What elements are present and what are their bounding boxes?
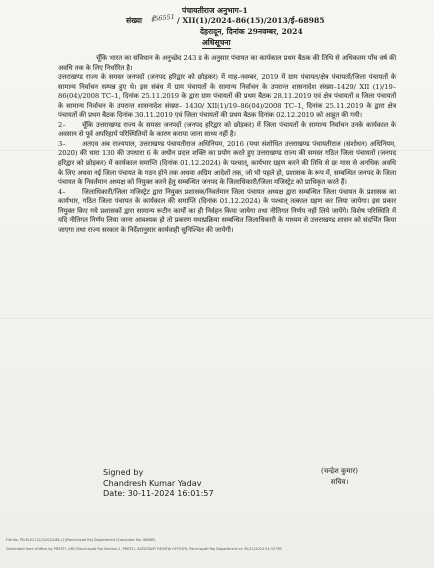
- number-label: संख्या: [126, 16, 142, 25]
- department-heading: पंचायतीराज अनुभाग–1: [182, 6, 248, 15]
- paragraph-3: [58, 140, 396, 188]
- digital-signature-block: [103, 467, 214, 499]
- signed-by-label: Signed by: [103, 467, 144, 477]
- signature-date: Date: 30-11-2024 16:01:57: [103, 488, 214, 498]
- paragraph-number: 3–: [58, 139, 66, 148]
- signatory-hindi-name: (चन्द्रेश कुमार): [321, 467, 359, 475]
- paragraph-text: चूँकि उत्तराखण्ड राज्य के समस्त जनपदों (जनपद हरिद्वार को छोड़कर) में जिला पंचायतों के सामान्य निर्वाचन उनके कार्यकाल के अवसान से पूर्व अपरिहार्य परिस्थितियों के कारण कराया जाना साध्य नहीं है।: [58, 120, 396, 139]
- paragraph-4: [58, 188, 396, 236]
- notification-body: [58, 54, 396, 235]
- signatory-designation: सचिव।: [330, 478, 349, 486]
- signatory-block: [321, 466, 358, 488]
- paragraph-text: जिलाधिकारी/जिला मजिस्ट्रेट द्वारा नियुक्त प्रशासक/निवर्तमान जिला पंचायत अध्यक्ष द्वारा सम्बन्धित जिला पंचायत के प्रशासक का कार्यभार, गठित जिला पंचायत के कार्यकाल की समाप्ति (दिनांक 01.12.2024) के पश्चात् तत्काल ग्रहण कर लिया जायेगा। इस प्रकार नियुक्त किए गये प्रशासकों द्वारा सामान्य रूटीन कार्यों का ही निर्वहन किया जायेगा तथा नीतिगत निर्णय नहीं लिये जायेंगे। विशेष परिस्थिति में यदि नीतिगत निर्णय लिया जाना आवश्यक हो तो प्रकरण यथाप्रक्रिया सम्बन्धित जिलाधिकारी के माध्यम से उत्तराखण्ड शासन को संदर्भित किया जाएगा तथा राज्य सरकार के निर्देशानुसार कार्यवाही सुनिश्चित की जायेगी।: [58, 187, 396, 234]
- place-date: देहरादून, दिनांक 29नवम्बर, 2024: [200, 27, 303, 36]
- paper-fold-line: [0, 318, 434, 319]
- generated-footer: Generated from eOffice by PREETI, ARO-Panchayati Raj Section-1, PREETI, ASSISTANT REVIEW OFFICER, Panchayati Raj Department on 30/11/2024 04:13 PM: [6, 547, 282, 551]
- paragraph-text: अतएव अब राज्यपाल, उत्तराखण्ड पंचायतीराज अधिनियम, 2016 (यथा संशोधित उत्तराखण्ड पंचायतीराज (संशोधन) अधिनियम, 2020) की धारा 130 की उपधारा 6 के अधीन प्रदत्त शक्ति का प्रयोग करते हुए उत्तराखण्ड राज्य की समस्त गठित जिला पंचायतों (जनपद हरिद्वार को छोड़कर) में कार्यकाल समाप्ति (दिनांक 01.12.2024) के पश्चात्, कार्यभार ग्रहण करने की तिथि से छः मास से अनधिक अवधि के लिए अथवा नई जिला पंचायत के गठन होने तक अथवा अग्रिम आदेशों तक, जो भी पहले हो, प्रशासक के रूप में, सम्बन्धित जनपद के जिला पंचायत के निवर्तमान अध्यक्ष को नियुक्त करने हेतु सम्बन्धित जनपद के जिलाधिकारी/जिला मजिस्ट्रेट को प्राधिकृत करते हैं।: [58, 139, 396, 187]
- paragraph-number: 4–: [58, 187, 66, 196]
- paragraph-1a: चूँकि भारत का संविधान के अनुच्छेद 243 ड के अनुसार पंचायत का कार्यकाल प्रथम बैठक की तिथि से अधिकतम पाँच वर्ष की अवधि तक के लिए निर्धारित है।: [58, 54, 396, 72]
- reference-number: / XII(1)/2024–86(15)/2013/ई–68985: [177, 16, 325, 25]
- notice-title: अधिसूचना: [202, 38, 231, 47]
- file-number-footer: File No. PD-ELEC/11/2/2024-88-(1)/Panchayati Raj Department (Computer No. 68985): [6, 538, 156, 542]
- paragraph-2: [58, 121, 396, 140]
- handwritten-number: ई56551: [150, 12, 176, 24]
- paragraph-1b: उत्तराखण्ड राज्य के समस्त जनपदों (जनपद हरिद्वार को छोड़कर) में माह–नवम्बर, 2019 में ग्राम पंचायत/क्षेत्र पंचायतों/जिला पंचायतों के सामान्य निर्वाचन सम्पन्न हुए थे। इस संबंध में ग्राम पंचायतों के सामान्य निर्वाचन के उपरान्त शासनादेश संख्या–1429/ XII (1)/19–86(04)/2008 TC–1, दिनांक 25.11.2019 के द्वारा ग्राम पंचायतों की प्रथम बैठक 28.11.2019 एवं क्षेत्र पंचायतों व जिला पंचायतों के सामान्य निर्वाचन के उपरान्त शासनादेश संख्या– 1430/ XII(1)/19–86(04)/2008 TC–1, दिनांक 25.11.2019 के द्वारा क्षेत्र पंचायतों की प्रथम बैठक दिनांक 30.11.2019 एवं जिला पंचायतों की प्रथम बैठक दिनांक 02.12.2019 को आहूत की गयी।: [58, 73, 396, 120]
- paragraph-number: 2–: [58, 120, 66, 129]
- signer-name: Chandresh Kumar Yadav: [103, 477, 202, 488]
